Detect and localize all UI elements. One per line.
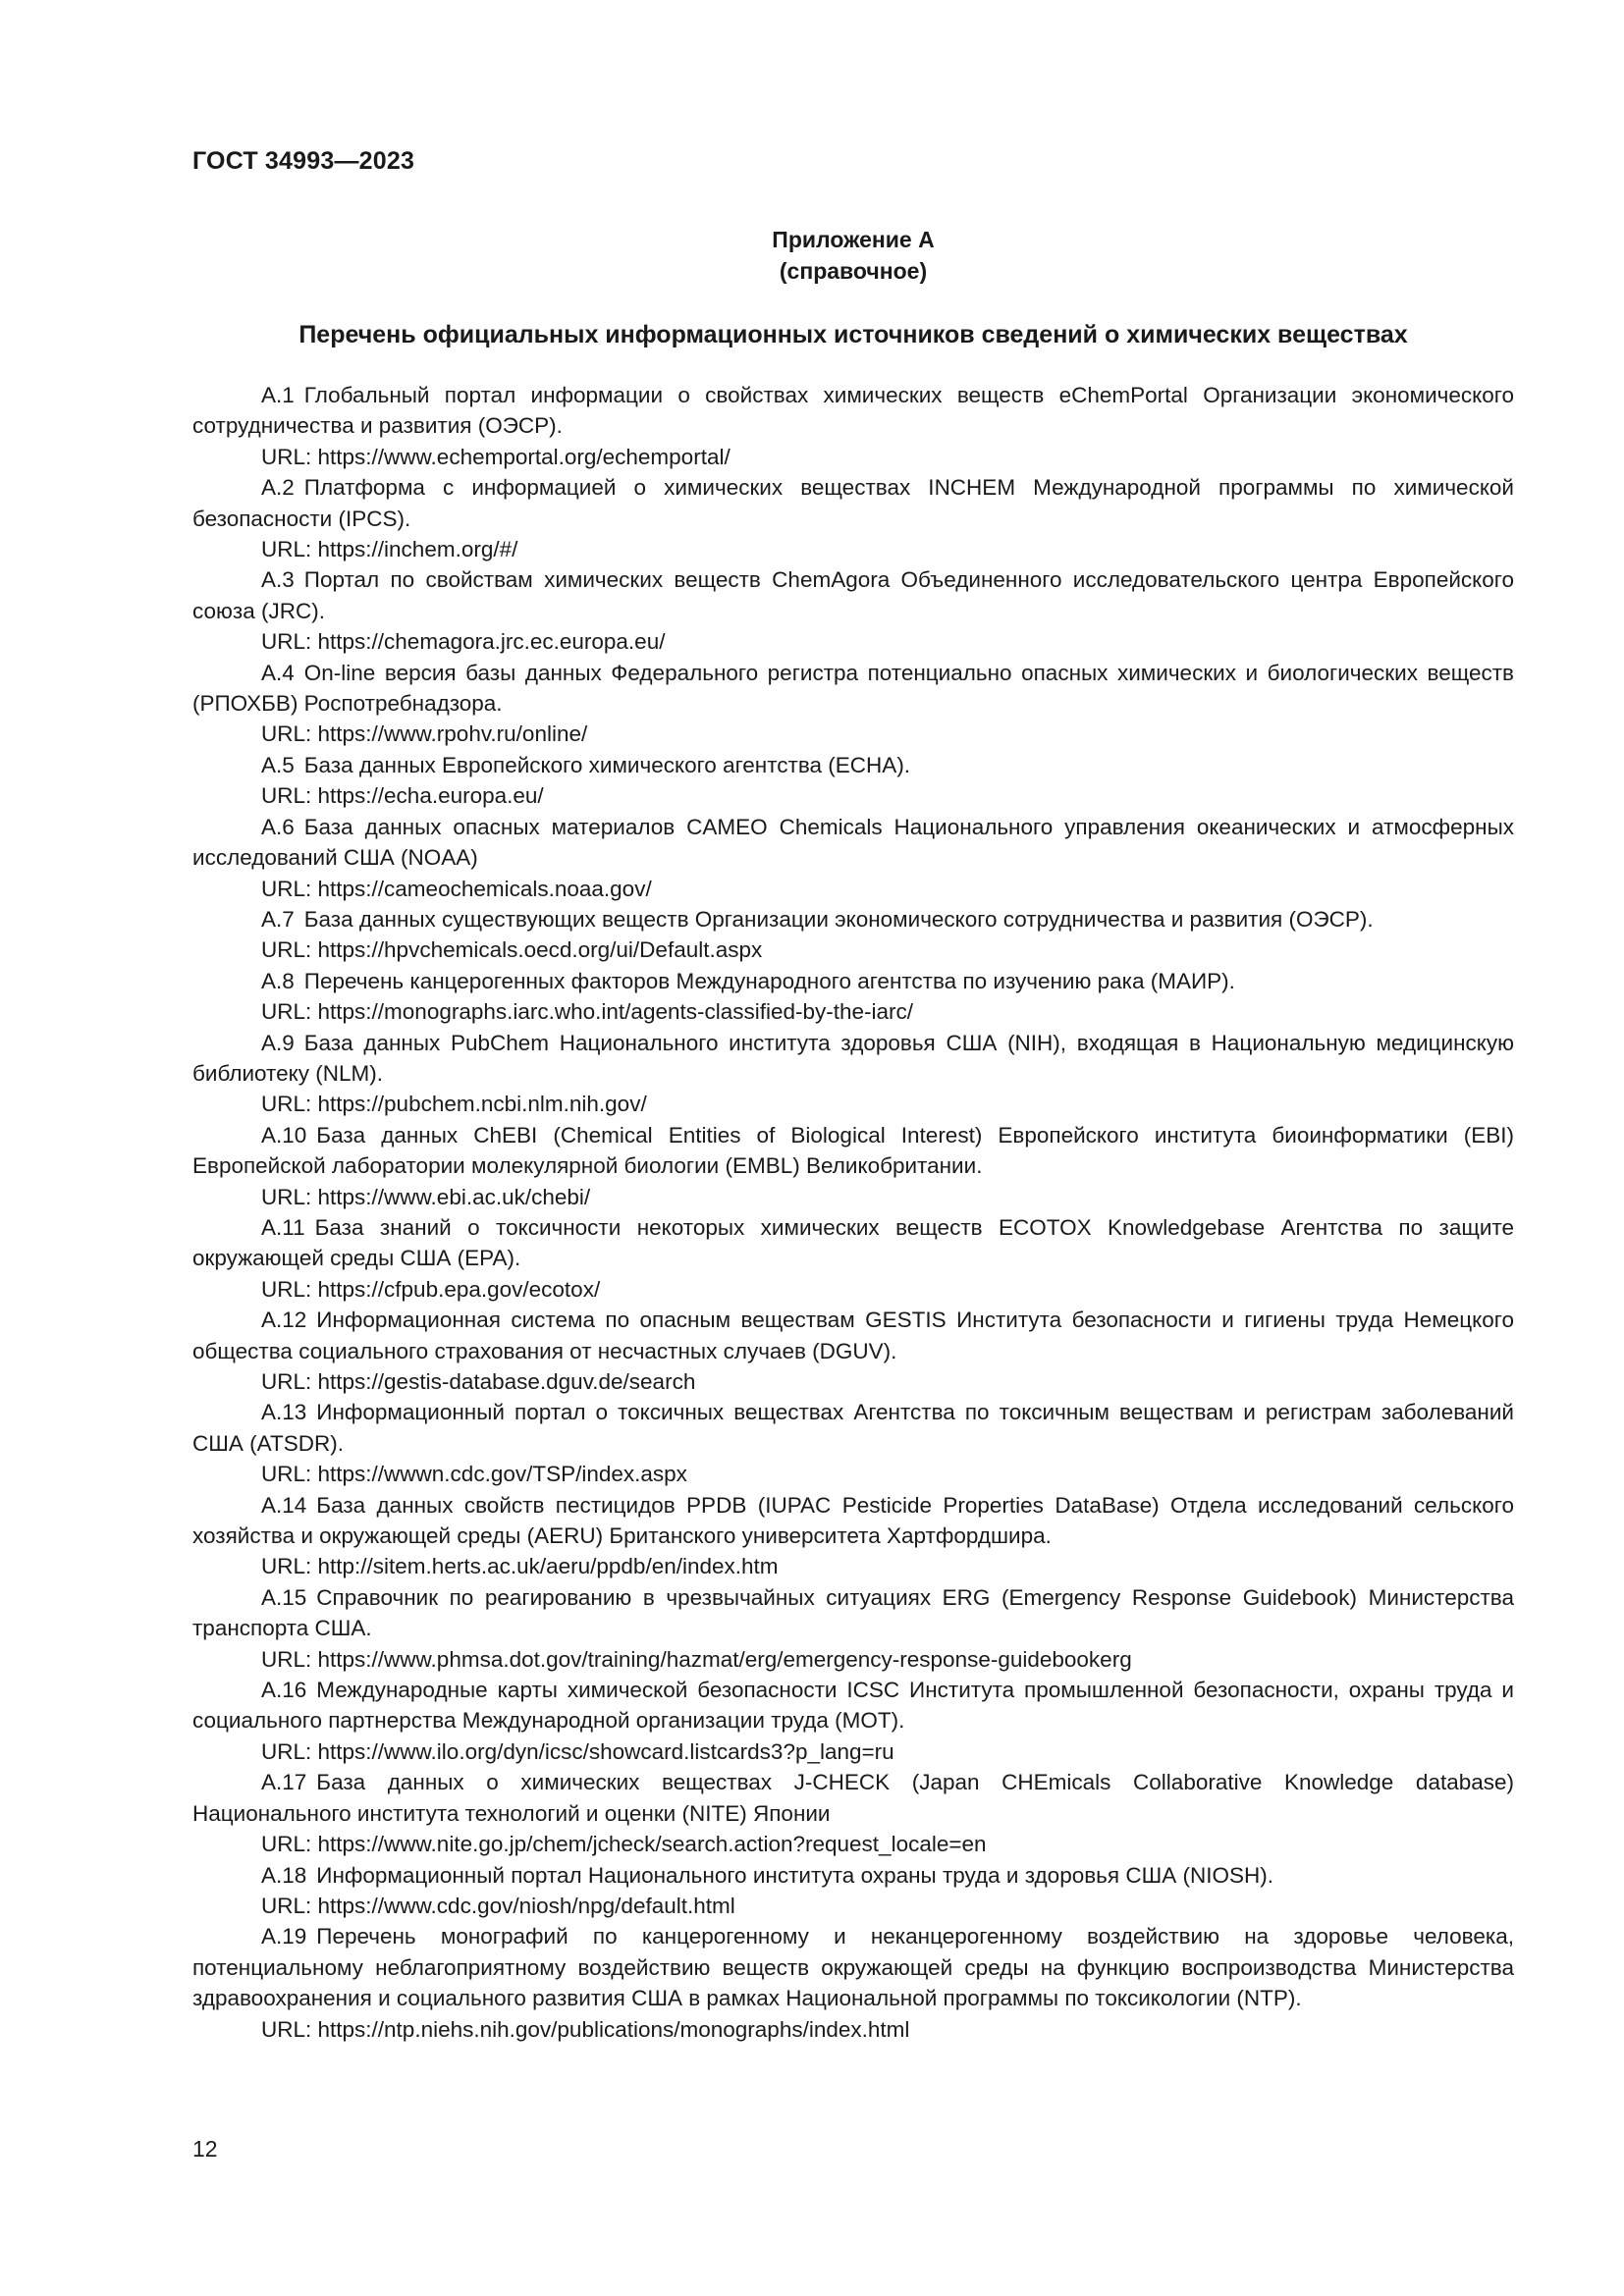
entry-text bbox=[192, 966, 1514, 996]
entry-url[interactable]: URL: https://www.nite.go.jp/chem/jcheck/search.action?request_locale=en bbox=[261, 1832, 987, 1857]
list-item bbox=[192, 1582, 1514, 1675]
entry-description: Информационная система по опасным веществам GESTIS Института безопасности и гигиены труда Немецкого общества социального страхования от несчастных случаев (DGUV). bbox=[192, 1308, 1514, 1363]
entry-description: База данных PubChem Национального института здоровья США (NIH), входящая в Национальную медицинскую библиотеку (NLM). bbox=[192, 1030, 1514, 1086]
entry-description: База данных опасных материалов CAMEO Chemicals Национального управления океанических и атмосферных исследований США (NOAA) bbox=[192, 814, 1514, 871]
entry-url[interactable]: URL: https://www.echemportal.org/echemportal/ bbox=[261, 444, 731, 469]
entry-text bbox=[192, 750, 1514, 780]
entry-url[interactable]: URL: https://chemagora.jrc.ec.europa.eu/ bbox=[261, 629, 666, 655]
entry-text bbox=[192, 1212, 1514, 1274]
entry-number: А.18 bbox=[261, 1862, 307, 1888]
entry-description: База данных Европейского химического агентства (ECHA). bbox=[303, 752, 911, 777]
entry-number: А.10 bbox=[261, 1122, 307, 1148]
appendix-subtitle: (справочное) bbox=[779, 258, 928, 284]
appendix-heading bbox=[192, 224, 1514, 287]
appendix-title: Приложение А bbox=[772, 227, 935, 252]
entry-number: А.14 bbox=[261, 1492, 307, 1518]
entry-text bbox=[192, 1582, 1514, 1644]
entry-text bbox=[192, 380, 1514, 442]
entry-text bbox=[192, 1490, 1514, 1552]
entry-url[interactable]: URL: https://inchem.org/#/ bbox=[261, 537, 518, 562]
entry-number: А.19 bbox=[261, 1924, 307, 1949]
entry-description: Международные карты химической безопасности ICSC Института промышленной безопасности, охраны труда и социального партнерства Международной организации труда (МОТ). bbox=[192, 1678, 1514, 1734]
entry-description: Перечень канцерогенных факторов Международного агентства по изучению рака (МАИР). bbox=[303, 968, 1235, 993]
list-item bbox=[192, 966, 1514, 1028]
entry-url[interactable]: URL: https://gestis-database.dguv.de/search bbox=[261, 1369, 696, 1394]
list-item bbox=[192, 812, 1514, 904]
entry-url[interactable]: URL: https://ntp.niehs.nih.gov/publications/monographs/index.html bbox=[261, 2016, 910, 2042]
entry-text bbox=[192, 1675, 1514, 1736]
entry-number: А.2 bbox=[261, 475, 295, 501]
entry-number: А.3 bbox=[261, 567, 295, 593]
entry-description: База знаний о токсичности некоторых химических веществ ECOTOX Knowledgebase Агентства по защите окружающей среды США (EPA). bbox=[192, 1214, 1514, 1271]
list-item bbox=[192, 904, 1514, 966]
list-item bbox=[192, 1305, 1514, 1397]
entry-url[interactable]: URL: https://wwwn.cdc.gov/TSP/index.aspx bbox=[261, 1462, 687, 1487]
entry-text bbox=[192, 564, 1514, 626]
entry-text bbox=[192, 472, 1514, 534]
entry-number: А.7 bbox=[261, 906, 295, 932]
page-number: 12 bbox=[192, 2136, 218, 2162]
entry-url[interactable]: URL: https://hpvchemicals.oecd.org/ui/Default.aspx bbox=[261, 937, 763, 963]
entry-description: Информационный портал Национального института охраны труда и здоровья США (NIOSH). bbox=[316, 1862, 1273, 1888]
entry-text bbox=[192, 904, 1514, 934]
entry-text bbox=[192, 1860, 1514, 1891]
entry-number: А.15 bbox=[261, 1584, 307, 1610]
entry-text bbox=[192, 658, 1514, 720]
list-item bbox=[192, 1921, 1514, 2045]
list-item bbox=[192, 1397, 1514, 1489]
entry-description: Справочник по реагированию в чрезвычайных ситуациях ERG (Emergency Response Guidebook) Министерства транспорта США. bbox=[192, 1584, 1514, 1641]
entry-text bbox=[192, 1305, 1514, 1366]
entry-url[interactable]: URL: https://www.ebi.ac.uk/chebi/ bbox=[261, 1184, 591, 1209]
list-item bbox=[192, 658, 1514, 750]
list-item bbox=[192, 472, 1514, 564]
list-item bbox=[192, 750, 1514, 812]
entry-url[interactable]: URL: http://sitem.herts.ac.uk/aeru/ppdb/en/index.htm bbox=[261, 1554, 779, 1579]
entry-url[interactable]: URL: https://monographs.iarc.who.int/agents-classified-by-the-iarc/ bbox=[261, 999, 914, 1025]
entry-url[interactable]: URL: https://cfpub.epa.gov/ecotox/ bbox=[261, 1276, 601, 1302]
entry-url[interactable]: URL: https://cameochemicals.noaa.gov/ bbox=[261, 876, 652, 901]
list-item bbox=[192, 1490, 1514, 1582]
entry-number: А.5 bbox=[261, 752, 295, 777]
list-item bbox=[192, 1767, 1514, 1859]
list-item bbox=[192, 1120, 1514, 1212]
entry-description: Глобальный портал информации о свойствах химических веществ eChemPortal Организации экономического сотрудничества и развития (ОЭСР). bbox=[192, 383, 1514, 439]
entry-text bbox=[192, 1028, 1514, 1090]
entries-list bbox=[192, 380, 1514, 2045]
entry-number: А.11 bbox=[261, 1214, 305, 1240]
list-item bbox=[192, 564, 1514, 657]
entry-number: А.6 bbox=[261, 814, 295, 839]
entry-url[interactable]: URL: https://www.cdc.gov/niosh/npg/default.html bbox=[261, 1893, 735, 1918]
entry-text bbox=[192, 1120, 1514, 1182]
entry-number: А.4 bbox=[261, 660, 295, 685]
entry-number: А.1 bbox=[261, 383, 295, 407]
entry-number: А.16 bbox=[261, 1678, 307, 1703]
entry-text bbox=[192, 1767, 1514, 1829]
entry-number: А.8 bbox=[261, 968, 295, 993]
entry-number: А.9 bbox=[261, 1030, 295, 1055]
entry-number: А.12 bbox=[261, 1308, 307, 1333]
entry-url[interactable]: URL: https://www.phmsa.dot.gov/training/hazmat/erg/emergency-response-guidebookerg bbox=[261, 1646, 1132, 1672]
entry-description: On-line версия базы данных Федерального регистра потенциально опасных химических и биологических веществ (РПОХБВ) Роспотребнадзора. bbox=[192, 660, 1514, 717]
entry-text bbox=[192, 812, 1514, 874]
entry-url[interactable]: URL: https://www.ilo.org/dyn/icsc/showcard.listcards3?p_lang=ru bbox=[261, 1738, 894, 1764]
entry-description: Портал по свойствам химических веществ ChemAgora Объединенного исследовательского центра Европейского союза (JRC). bbox=[192, 567, 1514, 623]
list-item bbox=[192, 380, 1514, 472]
entry-description: Информационный портал о токсичных веществах Агентства по токсичным веществам и регистрам заболеваний США (ATSDR). bbox=[192, 1400, 1514, 1456]
document-header: ГОСТ 34993—2023 bbox=[192, 147, 415, 175]
entry-description: База данных ChEBI (Chemical Entities of Biological Interest) Европейского института биоинформатики (EBI) Европейской лаборатории молекулярной биологии (EMBL) Великобритании. bbox=[192, 1122, 1514, 1179]
entry-description: База данных существующих веществ Организации экономического сотрудничества и развития (ОЭСР). bbox=[303, 906, 1374, 932]
entry-description: Платформа с информацией о химических веществах INCHEM Международной программы по химической безопасности (IPCS). bbox=[192, 475, 1514, 531]
entry-number: А.17 bbox=[261, 1770, 307, 1795]
list-title: Перечень официальных информационных источников сведений о химических веществах bbox=[298, 321, 1408, 348]
entry-description: Перечень монографий по канцерогенному и неканцерогенному воздействию на здоровье человека, потенциальному неблагоприятному воздействию веществ окружающей среды на функцию воспроизводства Министерства здравоохранения и социального развития США в рамках Национальной программы по токсикологии (NTP). bbox=[192, 1924, 1514, 2011]
entry-number: А.13 bbox=[261, 1400, 307, 1425]
entry-text bbox=[192, 1397, 1514, 1459]
list-item bbox=[192, 1212, 1514, 1305]
list-item bbox=[192, 1860, 1514, 1922]
entry-description: База данных о химических веществах J-CHECK (Japan CHEmicals Collaborative Knowledge database) Национального института технологий и оценки (NITE) Японии bbox=[192, 1770, 1514, 1826]
entry-url[interactable]: URL: https://pubchem.ncbi.nlm.nih.gov/ bbox=[261, 1092, 647, 1117]
entry-description: База данных свойств пестицидов PPDB (IUPAC Pesticide Properties DataBase) Отдела исследований сельского хозяйства и окружающей среды (AERU) Британского университета Хартфордшира. bbox=[192, 1492, 1514, 1549]
entry-text bbox=[192, 1921, 1514, 2013]
entry-url[interactable]: URL: https://www.rpohv.ru/online/ bbox=[261, 721, 588, 747]
list-item bbox=[192, 1028, 1514, 1120]
list-item bbox=[192, 1675, 1514, 1767]
entry-url[interactable]: URL: https://echa.europa.eu/ bbox=[261, 783, 544, 809]
